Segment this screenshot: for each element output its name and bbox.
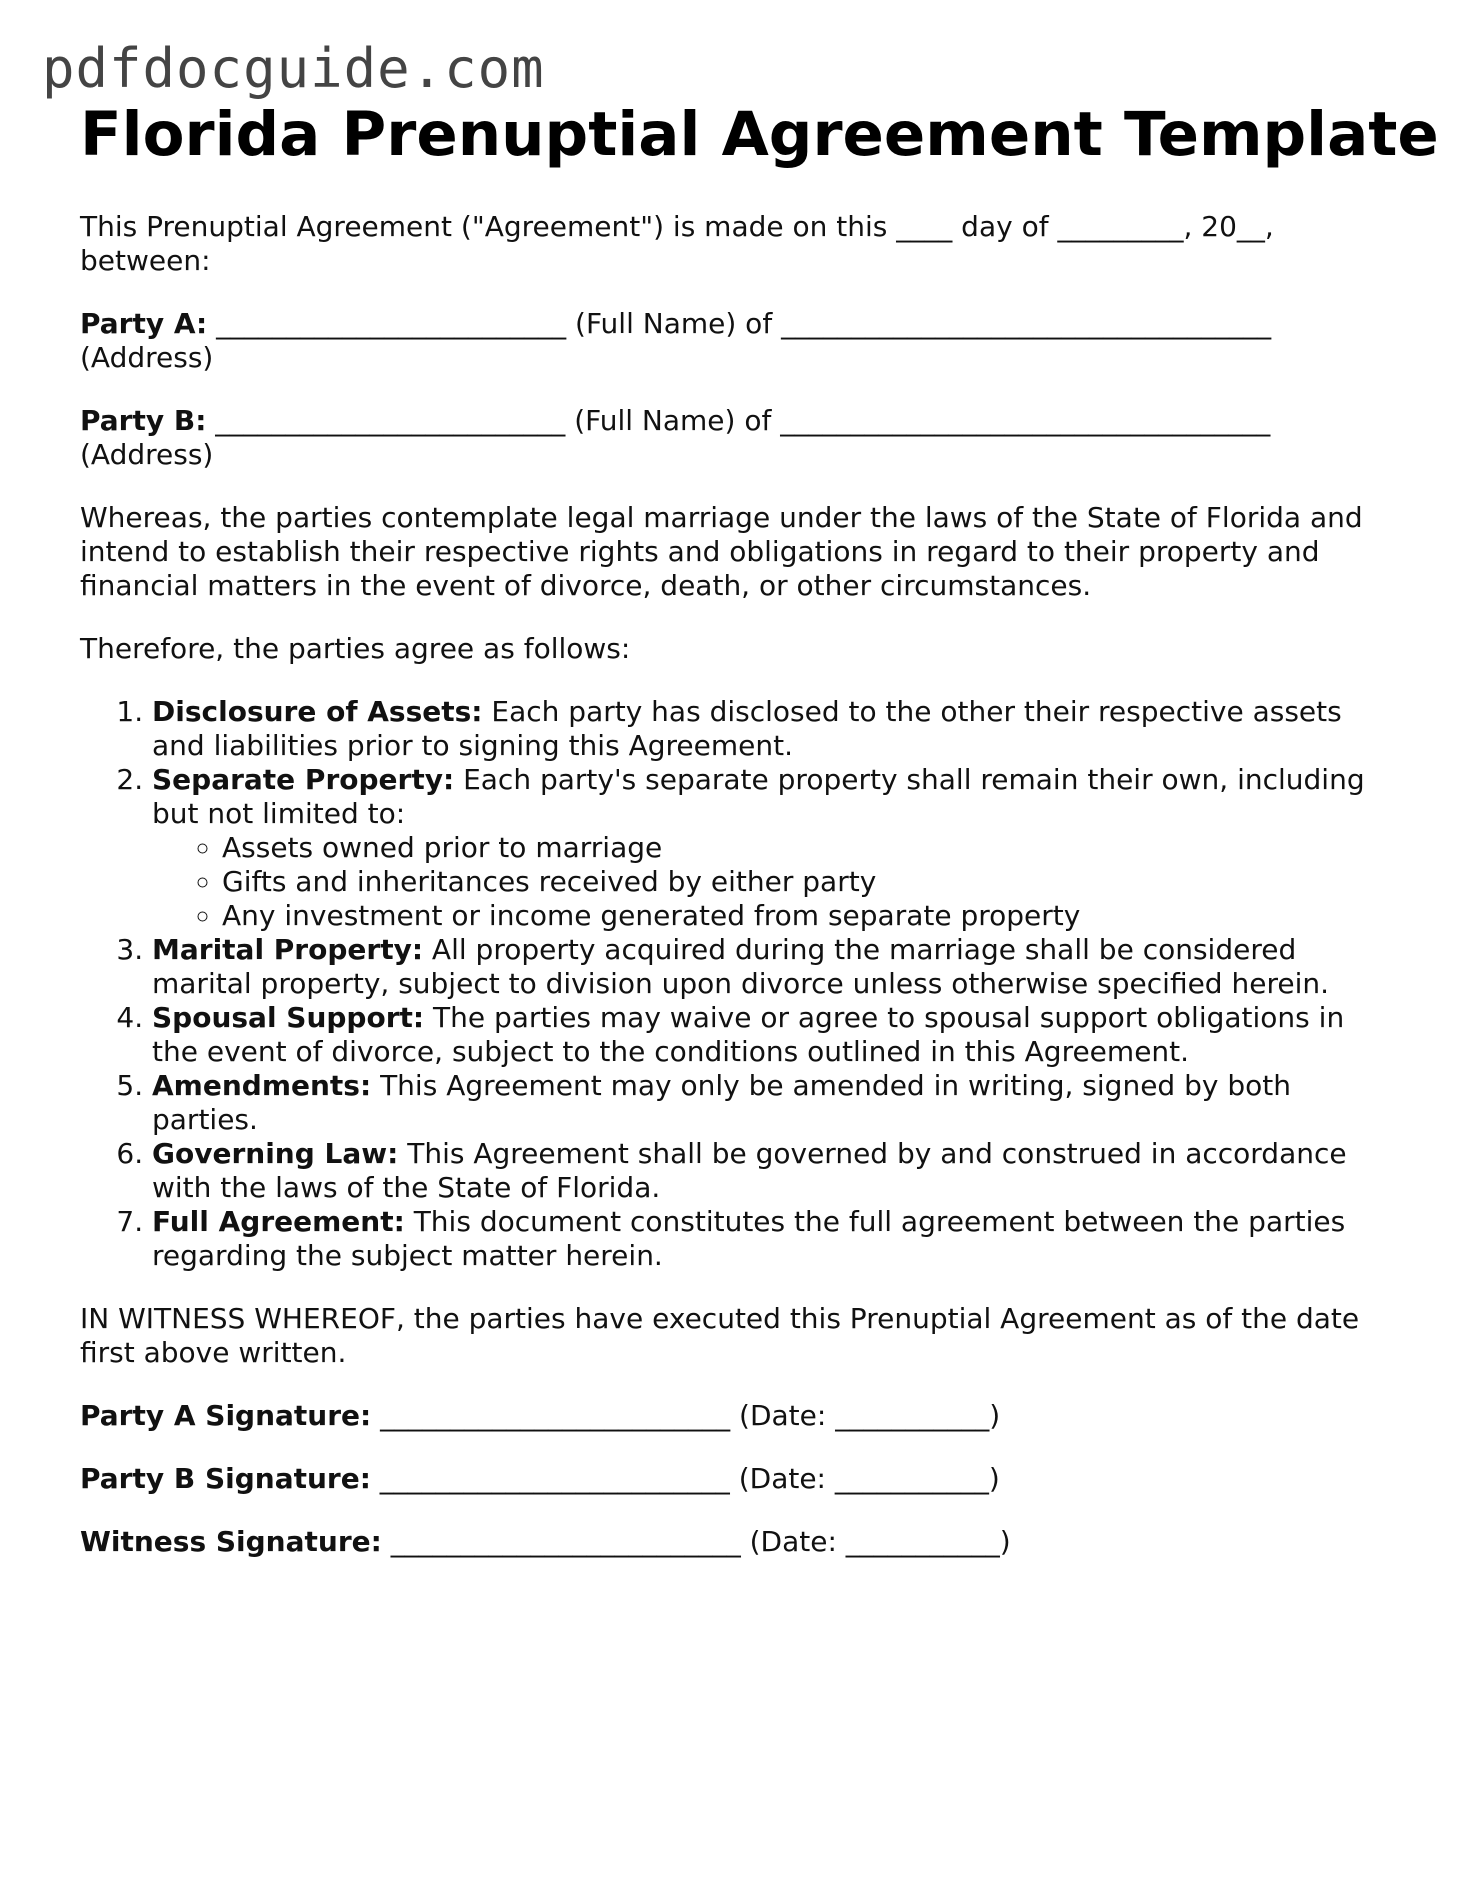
signature-fields: _________________________ (Date: ___________) [370,1462,1000,1495]
therefore-paragraph: Therefore, the parties agree as follows: [80,632,631,665]
document-body [80,210,1380,1588]
clause-item [152,1001,1380,1069]
signature-label: Witness Signature: [80,1525,382,1558]
party-b-fields: _________________________ (Full Name) of ___________________________________ (Address) [80,404,1271,471]
clause-item [152,933,1380,1001]
signature-fields: _________________________ (Date: ___________) [371,1399,1001,1432]
separate-property-sublist [152,831,1380,933]
clause-text: Each party's separate property shall remain their own, including but not limited to: [152,763,1365,830]
witness-clause: IN WITNESS WHEREOF, the parties have executed this Prenuptial Agreement as of the date first above written. [80,1302,1360,1369]
witness-signature-line [80,1525,1380,1559]
clause-item [152,695,1380,763]
whereas-paragraph: Whereas, the parties contemplate legal marriage under the laws of the State of Florida and intend to establish their respective rights and obligations in regard to their property and financial matters in the event of divorce, death, or other circumstances. [80,501,1363,602]
party-a-fields: _________________________ (Full Name) of ___________________________________ (Address) [80,307,1272,374]
party-b-line [80,404,1380,472]
document-title: Florida Prenuptial Agreement Template [80,99,1439,170]
clause-text: All property acquired during the marriage shall be considered marital property, subject to division upon divorce unless otherwise specified herein. [152,933,1329,1000]
signature-label: Party B Signature: [80,1462,371,1495]
clause-text: This document constitutes the full agreement between the parties regarding the subject matter herein. [152,1205,1346,1272]
clause-item [152,1069,1380,1137]
clause-title: Disclosure of Assets: [152,695,483,728]
sublist-item: ◦ Any investment or income generated from separate property [222,899,1380,933]
clause-title: Marital Property: [152,933,424,966]
party-a-label: Party A: [80,307,208,340]
clause-title: Full Agreement: [152,1205,405,1238]
sublist-item: ◦ Assets owned prior to marriage [222,831,1380,865]
clause-item [152,1137,1380,1205]
sublist-item: ◦ Gifts and inheritances received by either party [222,865,1380,899]
clause-item [152,763,1380,933]
clause-text: This Agreement may only be amended in writing, signed by both parties. [152,1069,1291,1136]
clause-title: Amendments: [152,1069,372,1102]
clause-title: Spousal Support: [152,1001,425,1034]
party-b-label: Party B: [80,404,207,437]
clause-title: Governing Law: [152,1137,399,1170]
intro-paragraph: This Prenuptial Agreement ("Agreement") is made on this ____ day of _________, 20__, between: [80,210,1274,277]
party-a-line [80,307,1380,375]
clause-title: Separate Property: [152,763,455,796]
clause-text: The parties may waive or agree to spousal support obligations in the event of divorce, subject to the conditions outlined in this Agreement. [152,1001,1345,1068]
clause-item [152,1205,1380,1273]
watermark: pdfdocguide.com [42,37,545,100]
signature-fields: _________________________ (Date: ___________) [381,1525,1011,1558]
clause-text: This Agreement shall be governed by and construed in accordance with the laws of the State of Florida. [152,1137,1347,1204]
clause-text: Each party has disclosed to the other their respective assets and liabilities prior to signing this Agreement. [152,695,1342,762]
clauses-list [80,695,1380,1273]
party-a-signature-line [80,1399,1380,1433]
signature-label: Party A Signature: [80,1399,372,1432]
party-b-signature-line [80,1462,1380,1496]
